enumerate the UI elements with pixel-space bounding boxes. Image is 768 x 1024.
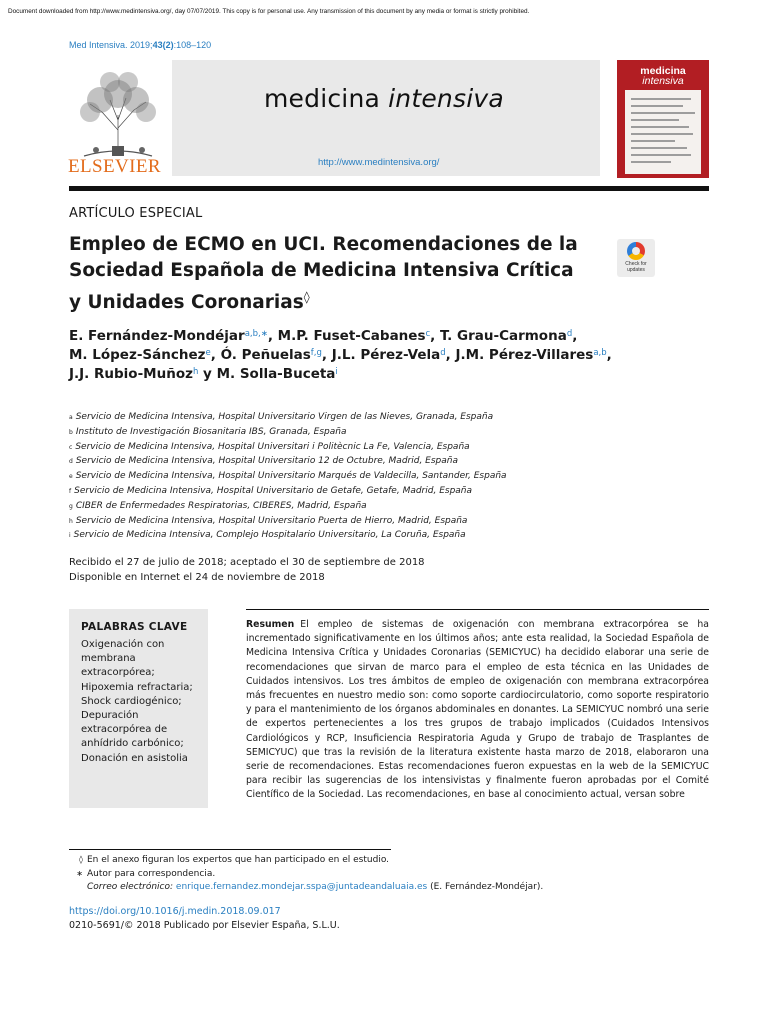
author-affiliation-mark[interactable]: e	[205, 348, 211, 358]
author: E. Fernández-Mondéjar$^{a,b,∗}$,	[69, 328, 278, 344]
journal-citation[interactable]	[69, 40, 211, 50]
abstract-text: El empleo de sistemas de oxigenación con membrana extracorpórea se ha incrementado significativamente en los últimos años; ante esta realidad, la Sociedad Española de Medicina Intensiva Crítica y Unidades Coronarias (SEMICYUC) ha decidido elaborar una serie de recomendaciones que sirvan de marco para el empleo de esta técnica en las Unidades de Cuidados intensivos. Los tres ámbitos de empleo de oxigenación con membrana extracorpórea más frecuentes en nuestro medio son: como soporte cardiocirculatorio, como soporte respiratorio y para el mantenimiento de los órganos abdominales en donantes. La SEMICYUC nombró una serie de expertos pertenecientes a los tres grupos de trabajo implicados (Cuidados Intensivos Cardiológicos y RCP, Insuficiencia Respiratoria Aguda y Grupo de trabajo de Trasplantes de SEMICYUC) que tras la revisión de la literatura existente hasta marzo de 2018, elaboraron una serie de recomendaciones. Estas recomendaciones fueron expuestas en la web de la SEMICYUC para recibir las sugerencias de los intensivistas y finalmente fueron aprobadas por el Comité Científico de la Sociedad. Las recomendaciones, en base al conocimiento actual, versan sobre	[246, 619, 709, 801]
keyword-list	[81, 638, 205, 766]
affiliation: $^i$ Servicio de Medicina Intensiva, Complejo Hospitalario Universitario, La Coruña, España	[69, 530, 466, 541]
author: M. Solla-Buceta$^i$	[216, 366, 338, 382]
cover-title: medicina intensiva	[640, 65, 686, 87]
affiliation: $^b$ Instituto de Investigación Biosanitaria IBS, Granada, España	[69, 426, 347, 437]
article-dates	[69, 555, 669, 585]
journal-name: medicina intensiva	[264, 84, 504, 113]
footnote-experts: ◊ En el anexo figuran los expertos que han participado en el estudio.	[79, 855, 390, 865]
author: J.J. Rubio-Muñoz$^h$ y	[69, 366, 217, 382]
received-date: Recibido el 27 de julio de 2018; aceptado el 30 de septiembre de 2018	[69, 557, 425, 568]
copyright: 0210-5691/© 2018 Publicado por Elsevier España, S.L.U.	[69, 920, 340, 931]
citation-volume: 43(2)	[152, 40, 174, 50]
abstract-heading: Resumen	[246, 619, 295, 630]
affiliation: $^a$ Servicio de Medicina Intensiva, Hospital Universitario Virgen de las Nieves, Granada, España	[69, 412, 494, 422]
affiliation: $^h$ Servicio de Medicina Intensiva, Hospital Universitario Puerta de Hierro, Madrid, España	[69, 515, 468, 526]
author-affiliation-mark[interactable]: a,b	[593, 348, 607, 358]
author: Ó. Peñuelas$^{f,g}$,	[220, 347, 332, 363]
header-rule	[69, 186, 709, 191]
author: J.M. Pérez-Villares$^{a,b}$,	[455, 347, 612, 363]
author-affiliation-mark[interactable]: a,b,∗	[244, 329, 268, 339]
publisher-wordmark: ELSEVIER	[68, 156, 161, 177]
download-notice: Document downloaded from http://www.medintensiva.org/, day 07/07/2019. This copy is for personal use. Any transmission of this document by any media or format is strictly prohibited.	[8, 8, 530, 15]
citation-pages: :108–120	[173, 40, 212, 50]
author-affiliation-mark[interactable]: i	[335, 367, 338, 377]
affiliation: $^g$ CIBER de Enfermedades Respiratorias, CIBERES, Madrid, España	[69, 500, 367, 511]
cover-contents	[625, 90, 701, 174]
doi-link[interactable]: https://doi.org/10.1016/j.medin.2018.09.017	[69, 906, 281, 917]
journal-url-link[interactable]: http://www.medintensiva.org/	[318, 157, 440, 168]
article-type: ARTÍCULO ESPECIAL	[69, 206, 203, 221]
affiliation: $^d$ Servicio de Medicina Intensiva, Hospital Universitario 12 de Octubre, Madrid, España	[69, 456, 458, 467]
abstract	[246, 618, 709, 803]
author-affiliation-mark[interactable]: d	[566, 329, 573, 339]
keyword: Donación en asistolia	[81, 752, 188, 764]
footnote-rule	[69, 849, 391, 850]
keyword: Hipoxemia refractaria;	[81, 681, 193, 693]
article-title: Empleo de ECMO en UCI. Recomendaciones de la Sociedad Española de Medicina Intensiva Crítica y Unidades Coronarias◊	[69, 234, 578, 314]
online-date: Disponible en Internet el 24 de noviembre de 2018	[69, 572, 325, 583]
author: J.L. Pérez-Vela$^d$,	[331, 347, 456, 363]
author-affiliation-mark[interactable]: f,g	[310, 348, 322, 358]
abstract-rule	[246, 609, 709, 610]
footnotes	[69, 853, 709, 894]
keywords-heading: PALABRAS CLAVE	[81, 621, 188, 633]
title-footnote-mark[interactable]: ◊	[303, 290, 310, 304]
author: T. Grau-Carmona$^d$,	[440, 328, 578, 344]
author-affiliation-mark[interactable]: c	[425, 329, 431, 339]
footnote-corresponding: ∗ Autor para correspondencia.	[76, 869, 216, 879]
footnote-email: Correo electrónico: enrique.fernandez.mondejar.sspa@juntadeandaluaia.es (E. Fernández-Mondéjar).	[87, 882, 544, 892]
check-updates-label: Check for updates	[625, 261, 647, 273]
check-for-updates-badge[interactable]	[617, 239, 655, 277]
journal-cover-thumbnail	[617, 60, 709, 178]
keywords-box	[69, 609, 208, 808]
affiliation: $^f$ Servicio de Medicina Intensiva, Hospital Universitario de Getafe, Getafe, Madrid, España	[69, 485, 473, 496]
author-list	[69, 327, 669, 384]
keyword: Depuración extracorpórea de anhídrido carbónico;	[81, 710, 184, 750]
citation-journal: Med Intensiva. 2019;	[69, 40, 153, 50]
affiliation: $^e$ Servicio de Medicina Intensiva, Hospital Universitario Marqués de Valdecilla, Santander, España	[69, 471, 507, 482]
author-affiliation-mark[interactable]: d	[440, 348, 446, 358]
check-updates-icon	[627, 242, 645, 260]
author-affiliation-mark[interactable]: h	[192, 367, 199, 377]
author: M.P. Fuset-Cabanes$^c$,	[277, 328, 441, 344]
keyword: Oxigenación con membrana extracorpórea;	[81, 639, 165, 679]
affiliation: $^c$ Servicio de Medicina Intensiva, Hospital Universitari i Politècnic La Fe, Valencia, España	[69, 441, 470, 452]
affiliation-list	[69, 410, 689, 543]
email-link[interactable]: enrique.fernandez.mondejar.sspa@juntadeandaluaia.es	[175, 882, 428, 892]
keyword: Shock cardiogénico;	[81, 695, 182, 707]
author: M. López-Sánchez$^e$,	[69, 347, 221, 363]
